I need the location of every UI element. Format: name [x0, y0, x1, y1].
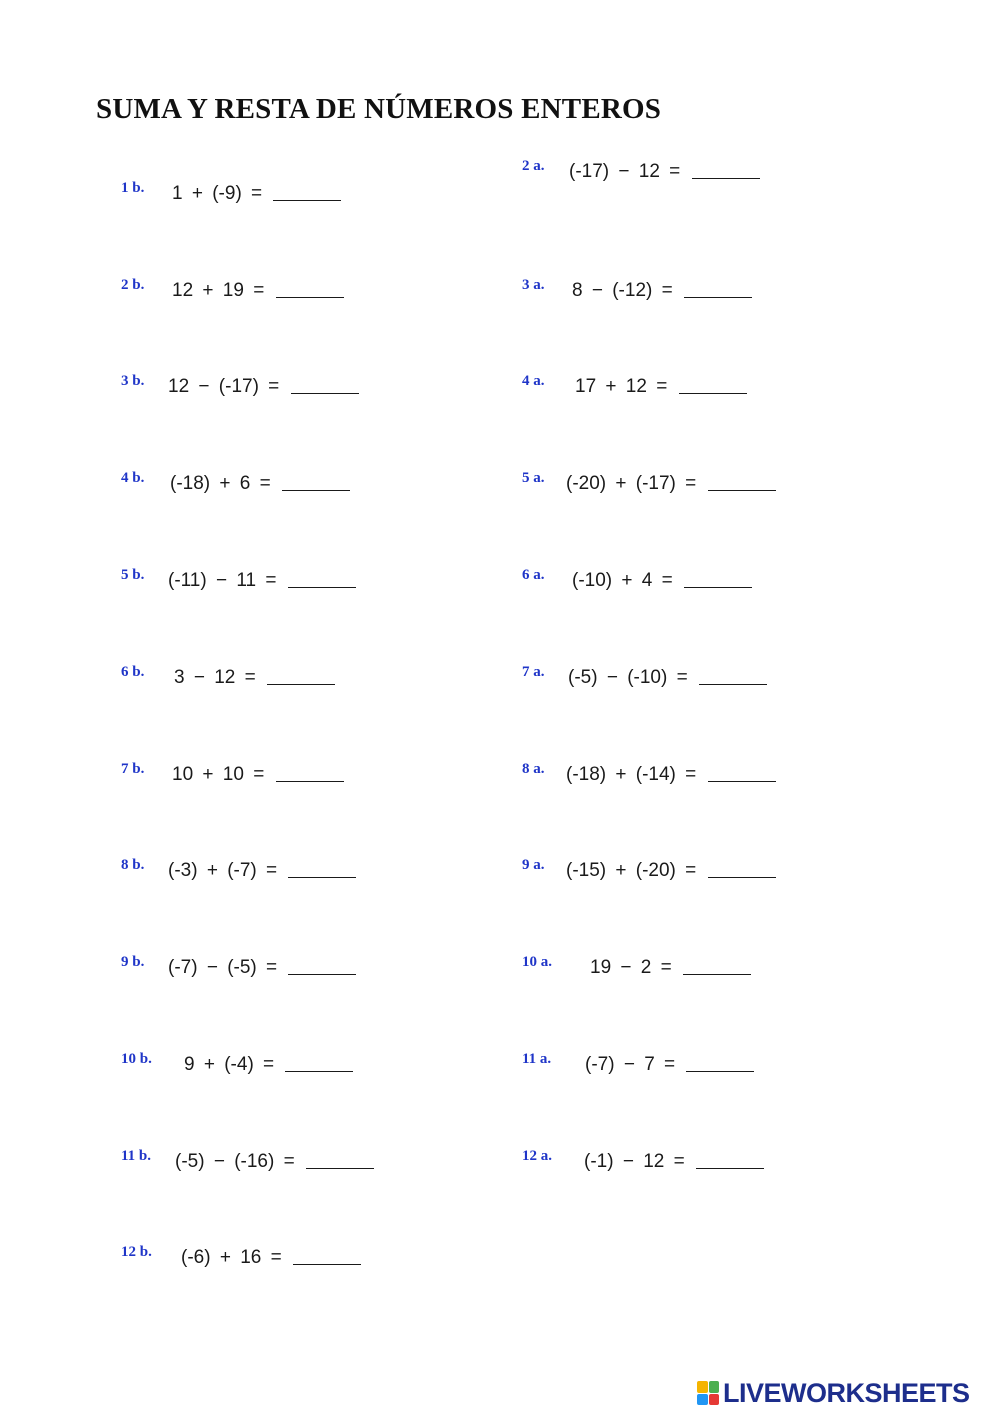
- problem-expression: (-7) − (-5) =: [168, 957, 278, 978]
- problem-label: 3 b.: [121, 373, 145, 389]
- problem-expression: (-3) + (-7) =: [168, 860, 278, 881]
- answer-blank[interactable]: [288, 569, 356, 588]
- problem-expression: 3 − 12 =: [174, 667, 256, 688]
- problem-label: 9 a.: [522, 857, 545, 873]
- problem-expression: 17 + 12 =: [575, 376, 668, 397]
- answer-blank[interactable]: [699, 666, 767, 685]
- problem-label: 10 b.: [121, 1051, 152, 1067]
- answer-blank[interactable]: [679, 375, 747, 394]
- problem-expression: (-5) − (-16) =: [175, 1151, 295, 1172]
- problem-label: 4 a.: [522, 373, 545, 389]
- problem-label: 11 b.: [121, 1148, 152, 1164]
- worksheet-title: SUMA Y RESTA DE NÚMEROS ENTEROS: [96, 93, 662, 125]
- problem-label: 7 b.: [121, 761, 145, 777]
- problem-label: 8 a.: [522, 761, 545, 777]
- problem-expression: 9 + (-4) =: [184, 1054, 275, 1075]
- problem-expression: (-6) + 16 =: [181, 1247, 282, 1268]
- problem-label: 12 a.: [522, 1148, 552, 1164]
- problem-label: 9 b.: [121, 954, 145, 970]
- problem-expression: (-20) + (-17) =: [566, 473, 697, 494]
- answer-blank[interactable]: [708, 472, 776, 491]
- problem-label: 7 a.: [522, 664, 545, 680]
- problem-label: 5 a.: [522, 470, 545, 486]
- problem-expression: (-17) − 12 =: [569, 161, 681, 182]
- problem-expression: 1 + (-9) =: [172, 183, 263, 204]
- problem-expression: (-15) + (-20) =: [566, 860, 697, 881]
- answer-blank[interactable]: [293, 1246, 361, 1265]
- answer-blank[interactable]: [282, 472, 350, 491]
- problem-label: 6 a.: [522, 567, 545, 583]
- problem-expression: (-1) − 12 =: [584, 1151, 685, 1172]
- problem-expression: 12 − (-17) =: [168, 376, 280, 397]
- answer-blank[interactable]: [273, 182, 341, 201]
- answer-blank[interactable]: [291, 375, 359, 394]
- problem-label: 6 b.: [121, 664, 145, 680]
- problem-label: 3 a.: [522, 277, 545, 293]
- answer-blank[interactable]: [288, 956, 356, 975]
- problem-expression: 12 + 19 =: [172, 280, 265, 301]
- logo-text: LIVEWORKSHEETS: [723, 1377, 970, 1408]
- answer-blank[interactable]: [683, 956, 751, 975]
- answer-blank[interactable]: [684, 569, 752, 588]
- answer-blank[interactable]: [696, 1150, 764, 1169]
- problem-expression: (-18) + (-14) =: [566, 764, 697, 785]
- answer-blank[interactable]: [288, 859, 356, 878]
- problem-expression: 19 − 2 =: [590, 957, 672, 978]
- problem-label: 2 b.: [121, 277, 145, 293]
- answer-blank[interactable]: [684, 279, 752, 298]
- problem-expression: 10 + 10 =: [172, 764, 265, 785]
- answer-blank[interactable]: [276, 279, 344, 298]
- problem-label: 1 b.: [121, 180, 145, 196]
- problem-expression: (-11) − 11 =: [168, 570, 277, 591]
- problem-label: 8 b.: [121, 857, 145, 873]
- problem-label: 2 a.: [522, 158, 545, 174]
- answer-blank[interactable]: [285, 1053, 353, 1072]
- answer-blank[interactable]: [267, 666, 335, 685]
- problem-expression: (-5) − (-10) =: [568, 667, 688, 688]
- liveworksheets-logo: [697, 1378, 970, 1408]
- answer-blank[interactable]: [708, 763, 776, 782]
- problem-label: 12 b.: [121, 1244, 152, 1260]
- problem-label: 11 a.: [522, 1051, 552, 1067]
- answer-blank[interactable]: [276, 763, 344, 782]
- liveworksheets-logo-icon: [697, 1381, 719, 1405]
- problem-label: 4 b.: [121, 470, 145, 486]
- problem-expression: 8 − (-12) =: [572, 280, 673, 301]
- problem-label: 10 a.: [522, 954, 552, 970]
- problem-expression: (-10) + 4 =: [572, 570, 673, 591]
- answer-blank[interactable]: [686, 1053, 754, 1072]
- answer-blank[interactable]: [708, 859, 776, 878]
- answer-blank[interactable]: [306, 1150, 374, 1169]
- problem-expression: (-18) + 6 =: [170, 473, 271, 494]
- problem-label: 5 b.: [121, 567, 145, 583]
- answer-blank[interactable]: [692, 160, 760, 179]
- problem-expression: (-7) − 7 =: [585, 1054, 676, 1075]
